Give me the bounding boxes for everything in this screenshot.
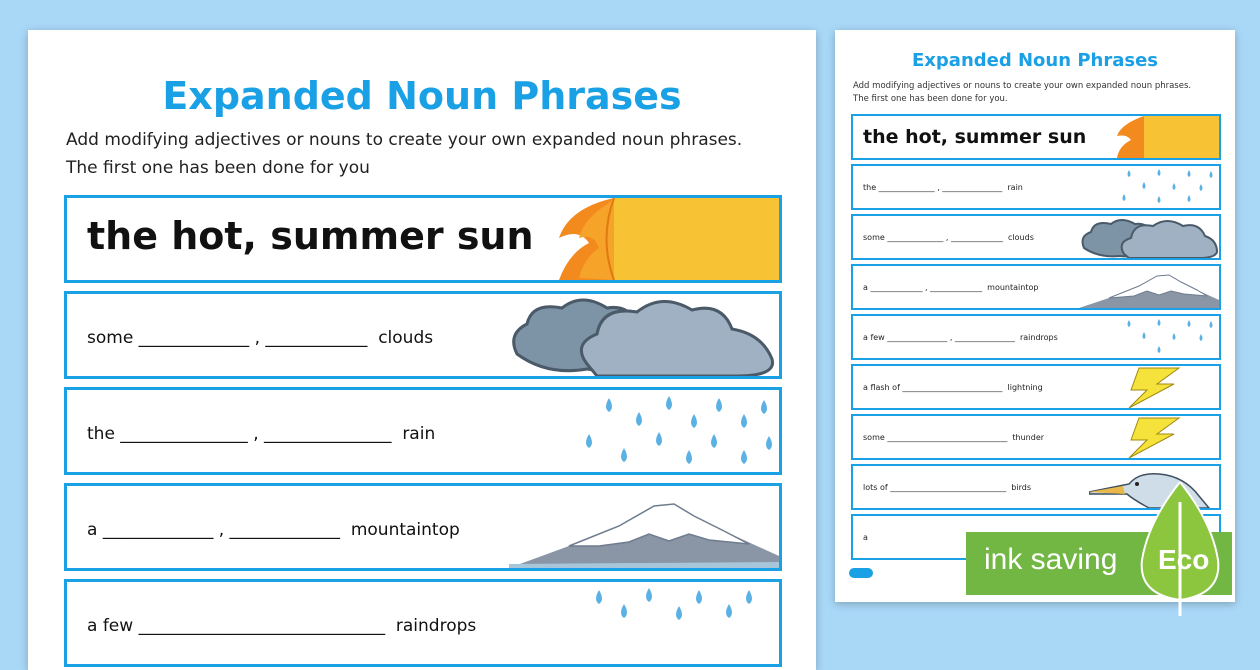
sun-icon — [1109, 116, 1219, 158]
thumbnail-row-text: lots of _____________________________ birds — [863, 483, 1031, 492]
sun-icon — [539, 198, 779, 280]
thumbnail-row-text: the ______________ , _______________ rain — [863, 183, 1023, 192]
thumbnail-instruction-line-2: The first one has been done for you. — [853, 94, 1008, 104]
thumbnail-example-row — [851, 114, 1221, 160]
phrase-row — [64, 291, 782, 379]
rain-icon — [569, 390, 779, 472]
rain-icon — [1109, 166, 1219, 208]
lightning-icon — [1119, 366, 1219, 408]
clouds-icon — [1079, 216, 1219, 258]
phrase-row — [64, 579, 782, 667]
lightning-icon — [1119, 416, 1219, 458]
example-phrase: the hot, summer sun — [87, 214, 534, 258]
thumbnail-row — [851, 414, 1221, 460]
thumbnail-title: Expanded Noun Phrases — [912, 50, 1158, 71]
phrase-text: a _____________ , _____________ mountaintop — [87, 520, 460, 540]
thumbnail-row-text: a — [863, 533, 868, 542]
phrase-text: a few _____________________________ raindrops — [87, 616, 477, 636]
worksheet-instructions — [66, 126, 806, 182]
mountain-icon — [509, 486, 779, 568]
thumbnail-row-text: some ______________________________ thunder — [863, 433, 1045, 442]
thumbnail-row — [851, 164, 1221, 210]
thumbnail-row — [851, 214, 1221, 260]
thumbnail-row-text: some ______________ , _____________ clouds — [863, 233, 1034, 242]
worksheet-main — [28, 30, 816, 670]
twinkl-logo — [849, 568, 873, 578]
thumbnail-row-text: a few _______________ , _______________ raindrops — [863, 333, 1058, 342]
phrase-row — [64, 387, 782, 475]
phrase-row — [64, 483, 782, 571]
thumbnail-example-phrase: the hot, summer sun — [863, 126, 1087, 148]
example-row — [64, 195, 782, 283]
thumbnail-row-text: a _____________ , _____________ mountaintop — [863, 283, 1039, 292]
raindrops-icon — [1109, 316, 1219, 358]
thumbnail-instructions — [853, 80, 1225, 106]
thumbnail-instruction-line-1: Add modifying adjectives or nouns to create your own expanded noun phrases. — [853, 81, 1192, 91]
thumbnail-row-text: a flash of _________________________ lightning — [863, 383, 1043, 392]
instruction-line-2: The first one has been done for you — [66, 158, 370, 178]
raindrops-icon — [569, 582, 779, 664]
phrase-text: the _______________ , _______________ rain — [87, 424, 436, 444]
ink-saving-label: ink saving — [984, 543, 1118, 576]
instruction-line-1: Add modifying adjectives or nouns to create your own expanded noun phrases. — [66, 130, 743, 150]
eco-label: Eco — [1158, 544, 1210, 575]
worksheet-title: Expanded Noun Phrases — [162, 74, 682, 118]
thumbnail-row — [851, 314, 1221, 360]
thumbnail-row — [851, 264, 1221, 310]
phrase-text: some _____________ , ____________ clouds — [87, 328, 434, 348]
mountain-icon — [1079, 266, 1219, 308]
thumbnail-row — [851, 364, 1221, 410]
clouds-icon — [507, 294, 779, 376]
